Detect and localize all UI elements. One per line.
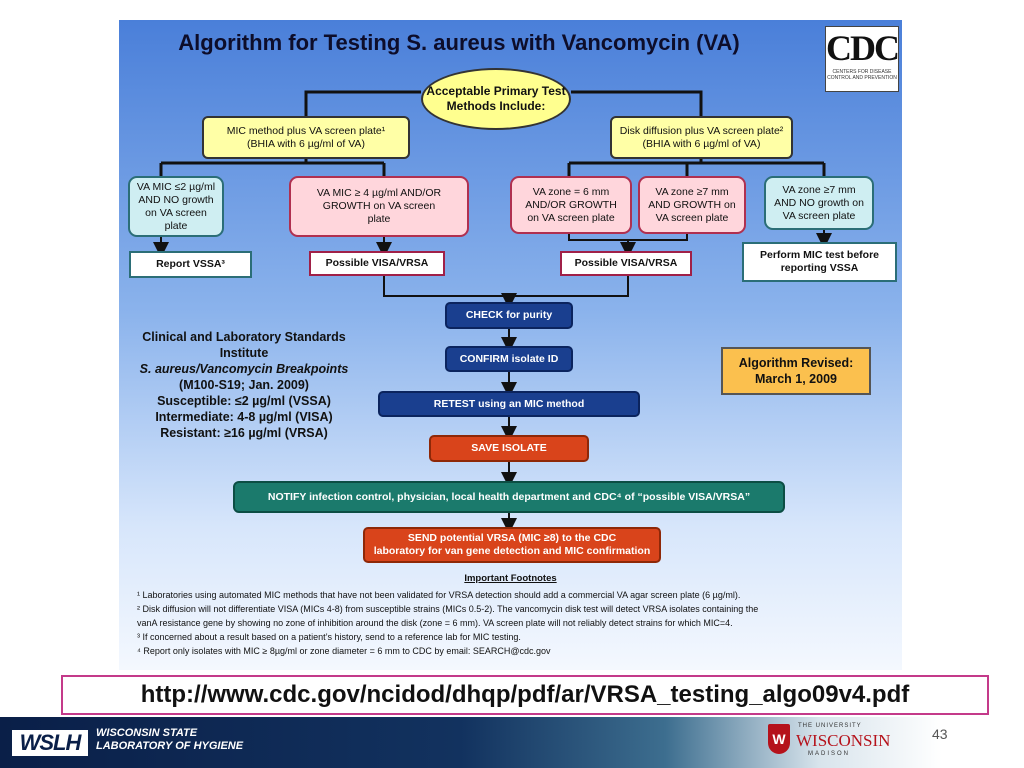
zone7-growth-node: VA zone ≥7 mm AND GROWTH on VA screen plate <box>638 176 746 234</box>
perform-mic-node: Perform MIC test before reporting VSSA <box>742 242 897 282</box>
mic-method-node: MIC method plus VA screen plate¹ (BHIA with 6 µg/ml of VA) <box>202 116 410 159</box>
zone6-growth-node: VA zone = 6 mm AND/OR GROWTH on VA screen plate <box>510 176 632 234</box>
confirm-id-node: CONFIRM isolate ID <box>445 346 573 372</box>
footnote-3: ³ If concerned about a result based on a patient’s history, send to a reference lab for MIC testing. <box>137 632 521 642</box>
footnote-2a: ² Disk diffusion will not differentiate VISA (MICs 4-8) from susceptible strains (MICs 0.5-2). The vancomycin disk test will detect VRSA isolates containing the <box>137 604 759 614</box>
cdc-logo: CDC CENTERS FOR DISEASE CONTROL AND PREVENTION <box>825 26 899 92</box>
footnote-2b: vanA resistance gene by showing no zone of inhibition around the disk (zone = 6 mm). VA screen plate will not reliably detect strains for which MIC=4. <box>137 618 733 628</box>
wslh-name: WISCONSIN STATE LABORATORY OF HYGIENE <box>96 727 244 752</box>
footnote-4: ⁴ Report only isolates with MIC ≥ 8µg/ml or zone diameter = 6 mm to CDC by email: SEARCH@cdc.gov <box>137 646 551 656</box>
notify-node: NOTIFY infection control, physician, local health department and CDC⁴ of “possible VISA/VRSA” <box>233 481 785 513</box>
check-purity-node: CHECK for purity <box>445 302 573 329</box>
clsi-breakpoints: Clinical and Laboratory Standards Institute S. aureus/Vancomycin Breakpoints (M100-S19; Jan. 2009) Susceptible: ≤2 µg/ml (VSSA) Intermediate: 4-8 µg/ml (VISA) Resistant: ≥16 µg/ml (VRSA) <box>139 330 349 440</box>
slide-footer <box>0 717 1024 768</box>
possible-visa-vrsa-node-right: Possible VISA/VRSA <box>560 251 692 276</box>
uw-logo: W THE UNIVERSITY WISCONSIN MADISON <box>768 720 886 764</box>
mic-low-no-growth-node: VA MIC ≤2 µg/ml AND NO growth on VA screen plate <box>128 176 224 237</box>
page-number: 43 <box>932 726 948 742</box>
acceptable-methods-node: Acceptable Primary Test Methods Include: <box>421 68 571 130</box>
footnote-1: ¹ Laboratories using automated MIC methods that have not been validated for VRSA detection should add a commercial VA agar screen plate (6 µg/ml). <box>137 590 741 600</box>
report-vssa-node: Report VSSA³ <box>129 251 252 278</box>
wslh-logo: WSLH <box>12 730 88 756</box>
zone7-no-growth-node: VA zone ≥7 mm AND NO growth on VA screen plate <box>764 176 874 230</box>
algorithm-flowchart <box>119 20 902 670</box>
disk-diffusion-node: Disk diffusion plus VA screen plate² (BHIA with 6 µg/ml of VA) <box>610 116 793 159</box>
chart-title: Algorithm for Testing S. aureus with Vancomycin (VA) <box>178 30 740 55</box>
send-vrsa-node: SEND potential VRSA (MIC ≥8) to the CDC laboratory for van gene detection and MIC confirmation <box>363 527 661 563</box>
source-url-link[interactable]: http://www.cdc.gov/ncidod/dhqp/pdf/ar/VRSA_testing_algo09v4.pdf <box>61 675 989 715</box>
mic-high-growth-node: VA MIC ≥ 4 µg/ml AND/OR GROWTH on VA screen plate <box>289 176 469 237</box>
retest-mic-node: RETEST using an MIC method <box>378 391 640 417</box>
uw-crest-icon: W <box>768 724 790 754</box>
save-isolate-node: SAVE ISOLATE <box>429 435 589 462</box>
footnotes-title: Important Footnotes <box>464 573 557 584</box>
revised-date-badge: Algorithm Revised: March 1, 2009 <box>721 347 871 395</box>
possible-visa-vrsa-node-left: Possible VISA/VRSA <box>309 251 445 276</box>
